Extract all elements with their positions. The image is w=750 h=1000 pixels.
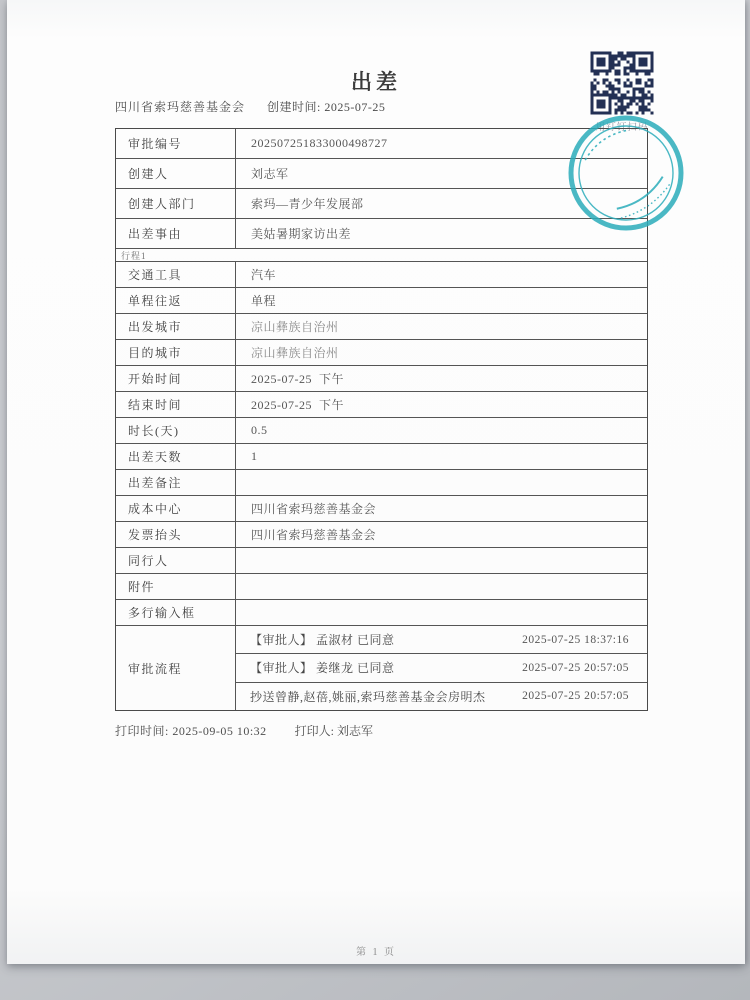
field-label: 时长(天) — [116, 418, 236, 443]
field-label: 创建人 — [116, 159, 236, 188]
field-value: 凉山彝族自治州 — [251, 320, 339, 334]
approval-step-text: 【审批人】 姜继龙 已同意 — [250, 661, 395, 676]
field-value: 单程 — [251, 294, 277, 308]
table-row — [116, 340, 647, 366]
field-label: 发票抬头 — [116, 522, 236, 547]
table-row — [116, 574, 647, 600]
table-row — [116, 470, 647, 496]
field-value: 0.5 — [251, 423, 268, 437]
table-row — [116, 314, 647, 340]
field-label: 创建人部门 — [116, 189, 236, 218]
field-value: 2025-07-25 下午 — [251, 398, 344, 412]
field-label: 出差事由 — [116, 219, 236, 248]
print-info — [115, 722, 373, 739]
field-label: 出差备注 — [116, 470, 236, 495]
approval-step-time: 2025-07-25 18:37:16 — [522, 633, 629, 646]
table-row — [116, 418, 647, 444]
approval-step-time: 2025-07-25 20:57:05 — [522, 690, 629, 703]
approval-flow-row — [116, 626, 647, 710]
field-label: 开始时间 — [116, 366, 236, 391]
approval-step-time: 2025-07-25 20:57:05 — [522, 661, 629, 674]
approval-step-text: 【审批人】 孟淑材 已同意 — [250, 633, 395, 648]
table-row — [116, 219, 647, 249]
table-row — [116, 392, 647, 418]
field-value: 四川省索玛慈善基金会 — [251, 502, 377, 516]
field-value: 1 — [251, 449, 258, 463]
field-label: 审批流程 — [116, 626, 236, 710]
printer-name: 打印人: 刘志军 — [294, 724, 374, 738]
document-header — [115, 98, 385, 115]
table-row — [116, 159, 647, 189]
field-value — [236, 574, 647, 599]
field-label: 多行输入框 — [116, 600, 236, 625]
field-label: 成本中心 — [116, 496, 236, 521]
table-row — [116, 288, 647, 314]
table-row — [116, 522, 647, 548]
field-label: 出差天数 — [116, 444, 236, 469]
print-time: 打印时间: 2025-09-05 10:32 — [115, 724, 267, 738]
field-label: 交通工具 — [116, 262, 236, 287]
field-value — [236, 548, 647, 573]
field-label: 同行人 — [116, 548, 236, 573]
table-row — [116, 189, 647, 219]
table-row — [116, 444, 647, 470]
field-value: 凉山彝族自治州 — [251, 346, 339, 360]
field-value: 202507251833000498727 — [251, 136, 388, 150]
approval-step — [236, 683, 647, 710]
table-row — [116, 548, 647, 574]
field-value: 2025-07-25 下午 — [251, 372, 344, 386]
table-row — [116, 262, 647, 288]
field-value: 索玛—青少年发展部 — [251, 197, 364, 211]
field-label: 出发城市 — [116, 314, 236, 339]
field-value: 刘志军 — [251, 167, 289, 181]
section-label: 行程1 — [121, 250, 147, 261]
qr-caption: 用钉钉扫码 — [595, 123, 649, 133]
table-row — [116, 600, 647, 626]
section-row-trip1 — [116, 249, 647, 262]
approval-step — [236, 626, 647, 654]
field-value — [236, 600, 647, 625]
page-title: 出差 — [351, 70, 401, 94]
field-value: 汽车 — [251, 268, 277, 282]
field-value: 四川省索玛慈善基金会 — [251, 528, 377, 542]
field-label: 附件 — [116, 574, 236, 599]
scanned-paper — [7, 0, 745, 964]
table-row — [116, 129, 647, 159]
field-label: 单程往返 — [116, 288, 236, 313]
field-value: 美姑暑期家访出差 — [251, 227, 352, 241]
approval-step-text: 抄送曾静,赵蓓,姚丽,索玛慈善基金会房明杰 — [250, 689, 486, 704]
table-row — [116, 496, 647, 522]
created-time: 创建时间: 2025-07-25 — [267, 100, 386, 114]
table-row — [116, 366, 647, 392]
field-label: 目的城市 — [116, 340, 236, 365]
field-label: 审批编号 — [116, 129, 236, 158]
trip-form-table — [115, 128, 648, 711]
approval-step — [236, 654, 647, 682]
approval-steps — [236, 626, 647, 710]
qr-code-icon — [589, 50, 655, 116]
field-value — [236, 470, 647, 495]
field-label: 结束时间 — [116, 392, 236, 417]
organization-name: 四川省索玛慈善基金会 — [115, 100, 246, 114]
qr-code-block — [588, 50, 656, 133]
page-number: 第 1 页 — [356, 947, 396, 958]
